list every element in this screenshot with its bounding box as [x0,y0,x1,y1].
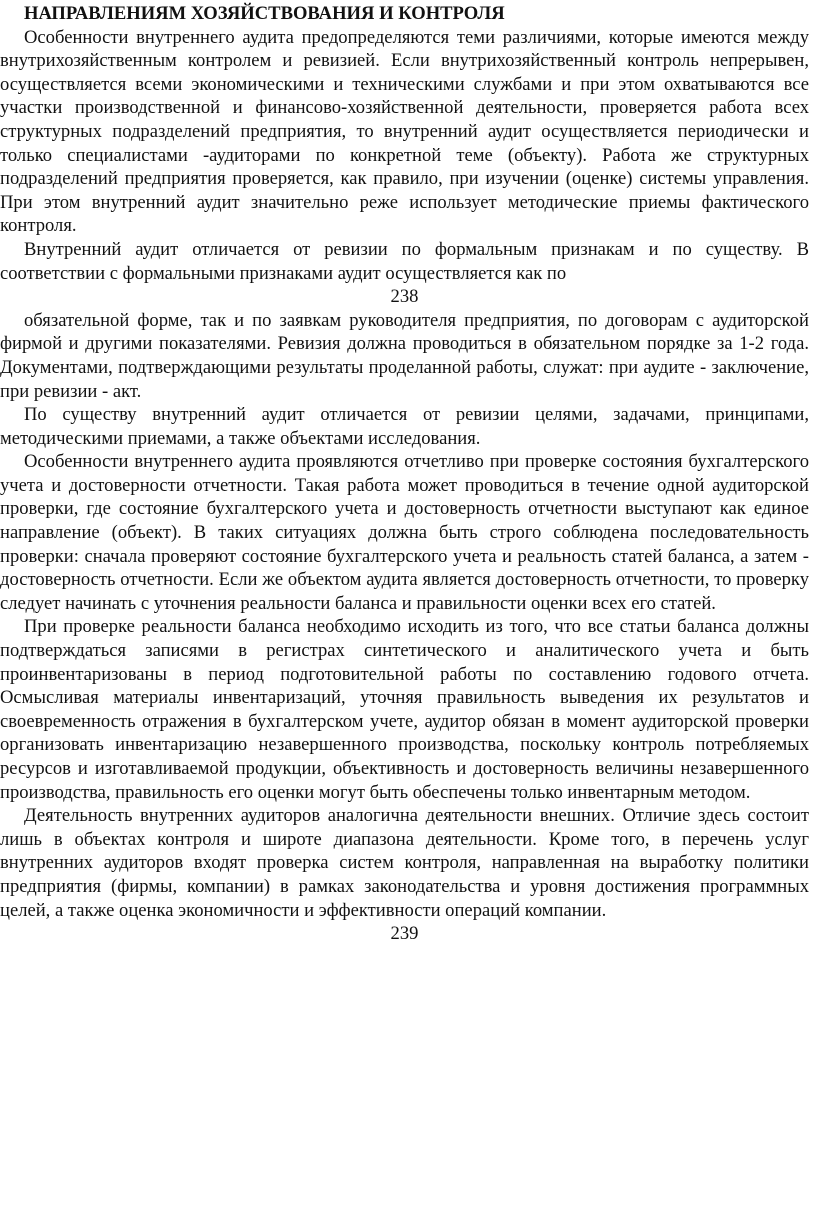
paragraph-audit-features: Особенности внутреннего аудита предопределяются теми различиями, которые имеются между внутрихозяйственным контролем и ревизией. Если внутрихозяйственный контроль непрерывен, осуществляется всеми экономическими и техническими службами и при этом охватываются все участки производственной и финансово-хозяйственной деятельности, проверяется работа всех структурных подразделений предприятия, то внутренний аудит осуществляется периодически и только специалистами -аудиторами по конкретной теме (объекту). Работа же структурных подразделений предприятия проверяется, как правило, при изучении (оценке) системы управления. При этом внутренний аудит значительно реже использует методические приемы фактического контроля. [0,26,809,237]
section-heading: НАПРАВЛЕНИЯМ ХОЗЯЙСТВОВАНИЯ И КОНТРОЛЯ [24,3,505,24]
paragraph-internal-auditors: Деятельность внутренних аудиторов аналогична деятельности внешних. Отличие здесь состоит лишь в объектах контроля и широте диапазона деятельности. Кроме того, в перечень услуг внутренних аудиторов входят проверка систем контроля, направленная на выработку политики предприятия (фирмы, компании) в рамках законодательства и уровня достижения программных целей, а также оценка экономичности и эффективности операций компании. [0,805,809,921]
page-number-238: 238 [390,286,419,308]
paragraph-audit-vs-revision: Внутренний аудит отличается от ревизии по формальным признакам и по существу. В соответствии с формальными признаками аудит осуществляется как по [0,238,809,284]
page-number-239: 239 [390,923,419,945]
paragraph-essence: По существу внутренний аудит отличается от ревизии целями, задачами, принципами, методическими приемами, а также объектами исследования. [0,404,809,449]
paragraph-continuation: обязательной форме, так и по заявкам руководителя предприятия, по договорам с аудиторской фирмой и другими показателями. Ревизия должна проводиться в обязательном порядке за 1-2 года. Документами, подтверждающими результаты проделанной работы, служат: при аудите - заключение, при ревизии - акт. [0,309,809,402]
paragraph-accounting-check: Особенности внутреннего аудита проявляются отчетливо при проверке состояния бухгалтерского учета и достоверности отчетности. Такая работа может проводиться в течение одной аудиторской проверки, где состояние бухгалтерского учета и достоверность отчетности выступают как единое направление (объект). В таких ситуациях должна быть строго соблюдена последовательность проверки: сначала проверяют состояние бухгалтерского учета и реальность статей баланса, а затем - достоверность отчетности. Если же объектом аудита является достоверность отчетности, то проверку следует начинать с уточнения реальности баланса и правильности оценки всех его статей. [0,451,809,614]
paragraph-balance-check: При проверке реальности баланса необходимо исходить из того, что все статьи баланса должны подтверждаться записями в регистрах синтетического и аналитического учета и быть проинвентаризованы в период подготовительной работы по составлению годового отчета. Осмысливая материалы инвентаризаций, уточняя правильность выведения их результатов и своевременность отражения в бухгалтерском учете, аудитор обязан в момент аудиторской проверки организовать инвентаризацию незавершенного производства, поскольку контроль потребляемых ресурсов и изготавливаемой продукции, объективность и достоверность величины незавершенного производства, правильность его оценки могут быть обеспечены только инвентарным методом. [0,616,809,803]
